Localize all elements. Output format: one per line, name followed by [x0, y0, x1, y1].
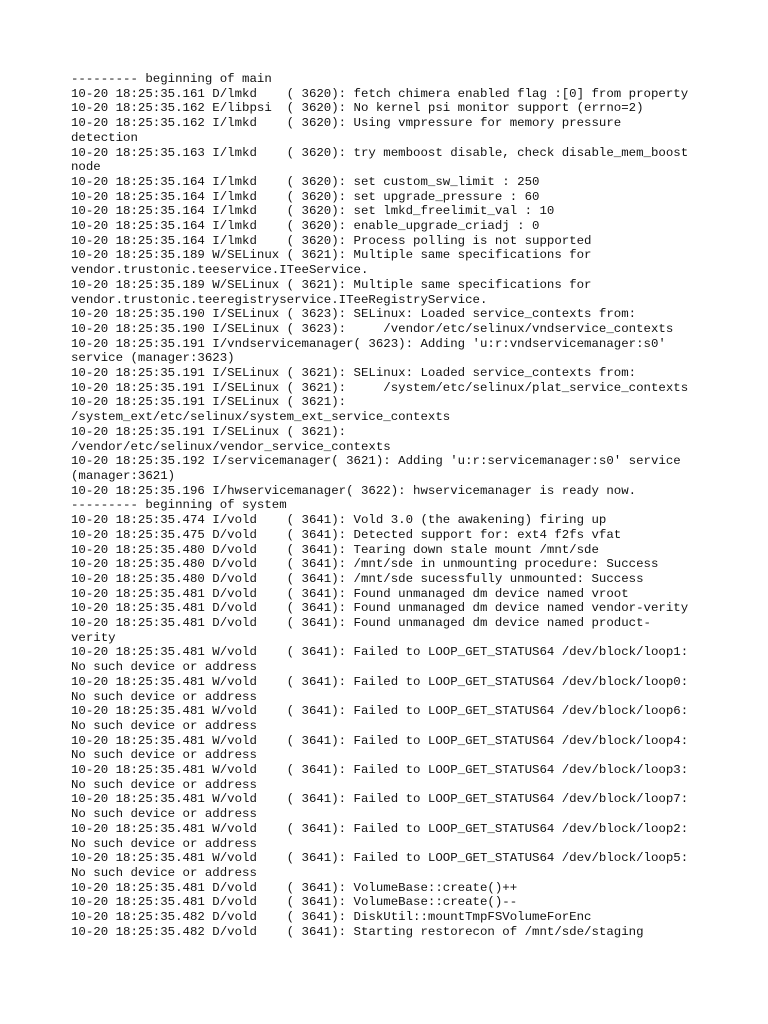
log-line: vendor.trustonic.teeservice.ITeeService. [71, 263, 369, 278]
log-line: No such device or address [71, 865, 257, 880]
log-line: No such device or address [71, 777, 257, 792]
log-line: node [71, 160, 101, 175]
log-line: 10-20 18:25:35.480 D/vold ( 3641): /mnt/sde in unmounting procedure: Success [71, 557, 659, 572]
log-line: 10-20 18:25:35.481 W/vold ( 3641): Failed to LOOP_GET_STATUS64 /dev/block/loop4: [71, 733, 689, 748]
log-line: 10-20 18:25:35.164 I/lmkd ( 3620): enable_upgrade_criadj : 0 [71, 219, 540, 234]
log-line: 10-20 18:25:35.481 W/vold ( 3641): Failed to LOOP_GET_STATUS64 /dev/block/loop6: [71, 704, 689, 719]
log-line: vendor.trustonic.teeregistryservice.ITeeRegistryService. [71, 292, 488, 307]
log-line: 10-20 18:25:35.482 D/vold ( 3641): Starting restorecon of /mnt/sde/staging [71, 924, 644, 939]
log-line: 10-20 18:25:35.481 D/vold ( 3641): VolumeBase::create()++ [71, 880, 518, 895]
log-section-header: --------- beginning of system [71, 498, 287, 513]
log-line: 10-20 18:25:35.196 I/hwservicemanager( 3622): hwservicemanager is ready now. [71, 483, 637, 498]
log-line: 10-20 18:25:35.190 I/SELinux ( 3623): SELinux: Loaded service_contexts from: [71, 307, 637, 322]
log-line: No such device or address [71, 660, 257, 675]
log-line: (manager:3621) [71, 468, 176, 483]
log-line: 10-20 18:25:35.163 I/lmkd ( 3620): try memboost disable, check disable_mem_boost [71, 145, 689, 160]
log-line: 10-20 18:25:35.164 I/lmkd ( 3620): set lmkd_freelimit_val : 10 [71, 204, 555, 219]
log-lines [71, 72, 711, 939]
log-line: 10-20 18:25:35.481 W/vold ( 3641): Failed to LOOP_GET_STATUS64 /dev/block/loop5: [71, 851, 689, 866]
log-line: 10-20 18:25:35.191 I/SELinux ( 3621): /system/etc/selinux/plat_service_contexts [71, 380, 689, 395]
log-line: 10-20 18:25:35.191 I/SELinux ( 3621): [71, 424, 347, 439]
log-line: 10-20 18:25:35.164 I/lmkd ( 3620): Process polling is not supported [71, 233, 592, 248]
log-line: service (manager:3623) [71, 351, 235, 366]
log-section-header: --------- beginning of main [71, 72, 272, 86]
log-line: 10-20 18:25:35.161 D/lmkd ( 3620): fetch chimera enabled flag :[0] from property [71, 86, 689, 101]
log-line: 10-20 18:25:35.162 I/lmkd ( 3620): Using vmpressure for memory pressure [71, 116, 622, 131]
log-line: 10-20 18:25:35.191 I/SELinux ( 3621): SELinux: Loaded service_contexts from: [71, 366, 637, 381]
log-line: 10-20 18:25:35.481 D/vold ( 3641): Found unmanaged dm device named vendor-verity [71, 601, 689, 616]
log-document [71, 72, 711, 939]
log-line: /vendor/etc/selinux/vendor_service_contexts [71, 439, 391, 454]
log-line: 10-20 18:25:35.189 W/SELinux ( 3621): Multiple same specifications for [71, 277, 592, 292]
log-line: verity [71, 630, 116, 645]
log-line: No such device or address [71, 689, 257, 704]
log-line: 10-20 18:25:35.189 W/SELinux ( 3621): Multiple same specifications for [71, 248, 592, 263]
log-line: 10-20 18:25:35.191 I/vndservicemanager( 3623): Adding 'u:r:vndservicemanager:s0' [71, 336, 666, 351]
log-line: 10-20 18:25:35.475 D/vold ( 3641): Detected support for: ext4 f2fs vfat [71, 527, 622, 542]
log-line: 10-20 18:25:35.164 I/lmkd ( 3620): set upgrade_pressure : 60 [71, 189, 540, 204]
log-line: 10-20 18:25:35.481 D/vold ( 3641): Found unmanaged dm device named product- [71, 616, 651, 631]
log-line: No such device or address [71, 836, 257, 851]
log-line: 10-20 18:25:35.480 D/vold ( 3641): /mnt/sde sucessfully unmounted: Success [71, 571, 644, 586]
log-line: detection [71, 130, 138, 145]
log-line: 10-20 18:25:35.481 W/vold ( 3641): Failed to LOOP_GET_STATUS64 /dev/block/loop3: [71, 763, 689, 778]
log-line: 10-20 18:25:35.474 I/vold ( 3641): Vold 3.0 (the awakening) firing up [71, 513, 607, 528]
log-line: 10-20 18:25:35.481 W/vold ( 3641): Failed to LOOP_GET_STATUS64 /dev/block/loop7: [71, 792, 689, 807]
log-line: 10-20 18:25:35.481 D/vold ( 3641): VolumeBase::create()-- [71, 895, 518, 910]
log-line: 10-20 18:25:35.480 D/vold ( 3641): Tearing down stale mount /mnt/sde [71, 542, 599, 557]
log-line: 10-20 18:25:35.481 W/vold ( 3641): Failed to LOOP_GET_STATUS64 /dev/block/loop0: [71, 674, 689, 689]
log-line: No such device or address [71, 748, 257, 763]
log-line: 10-20 18:25:35.481 D/vold ( 3641): Found unmanaged dm device named vroot [71, 586, 629, 601]
log-line: 10-20 18:25:35.482 D/vold ( 3641): DiskUtil::mountTmpFSVolumeForEnc [71, 910, 592, 925]
log-line: No such device or address [71, 807, 257, 822]
log-line: 10-20 18:25:35.191 I/SELinux ( 3621): [71, 395, 347, 410]
log-line: 10-20 18:25:35.190 I/SELinux ( 3623): /vendor/etc/selinux/vndservice_contexts [71, 321, 674, 336]
log-line: 10-20 18:25:35.164 I/lmkd ( 3620): set custom_sw_limit : 250 [71, 174, 540, 189]
log-line: 10-20 18:25:35.481 W/vold ( 3641): Failed to LOOP_GET_STATUS64 /dev/block/loop1: [71, 645, 689, 660]
log-line: /system_ext/etc/selinux/system_ext_service_contexts [71, 410, 451, 425]
log-line: 10-20 18:25:35.481 W/vold ( 3641): Failed to LOOP_GET_STATUS64 /dev/block/loop2: [71, 821, 689, 836]
log-line: No such device or address [71, 718, 257, 733]
log-line: 10-20 18:25:35.192 I/servicemanager( 3621): Adding 'u:r:servicemanager:s0' service [71, 454, 681, 469]
log-line: 10-20 18:25:35.162 E/libpsi ( 3620): No kernel psi monitor support (errno=2) [71, 101, 644, 116]
